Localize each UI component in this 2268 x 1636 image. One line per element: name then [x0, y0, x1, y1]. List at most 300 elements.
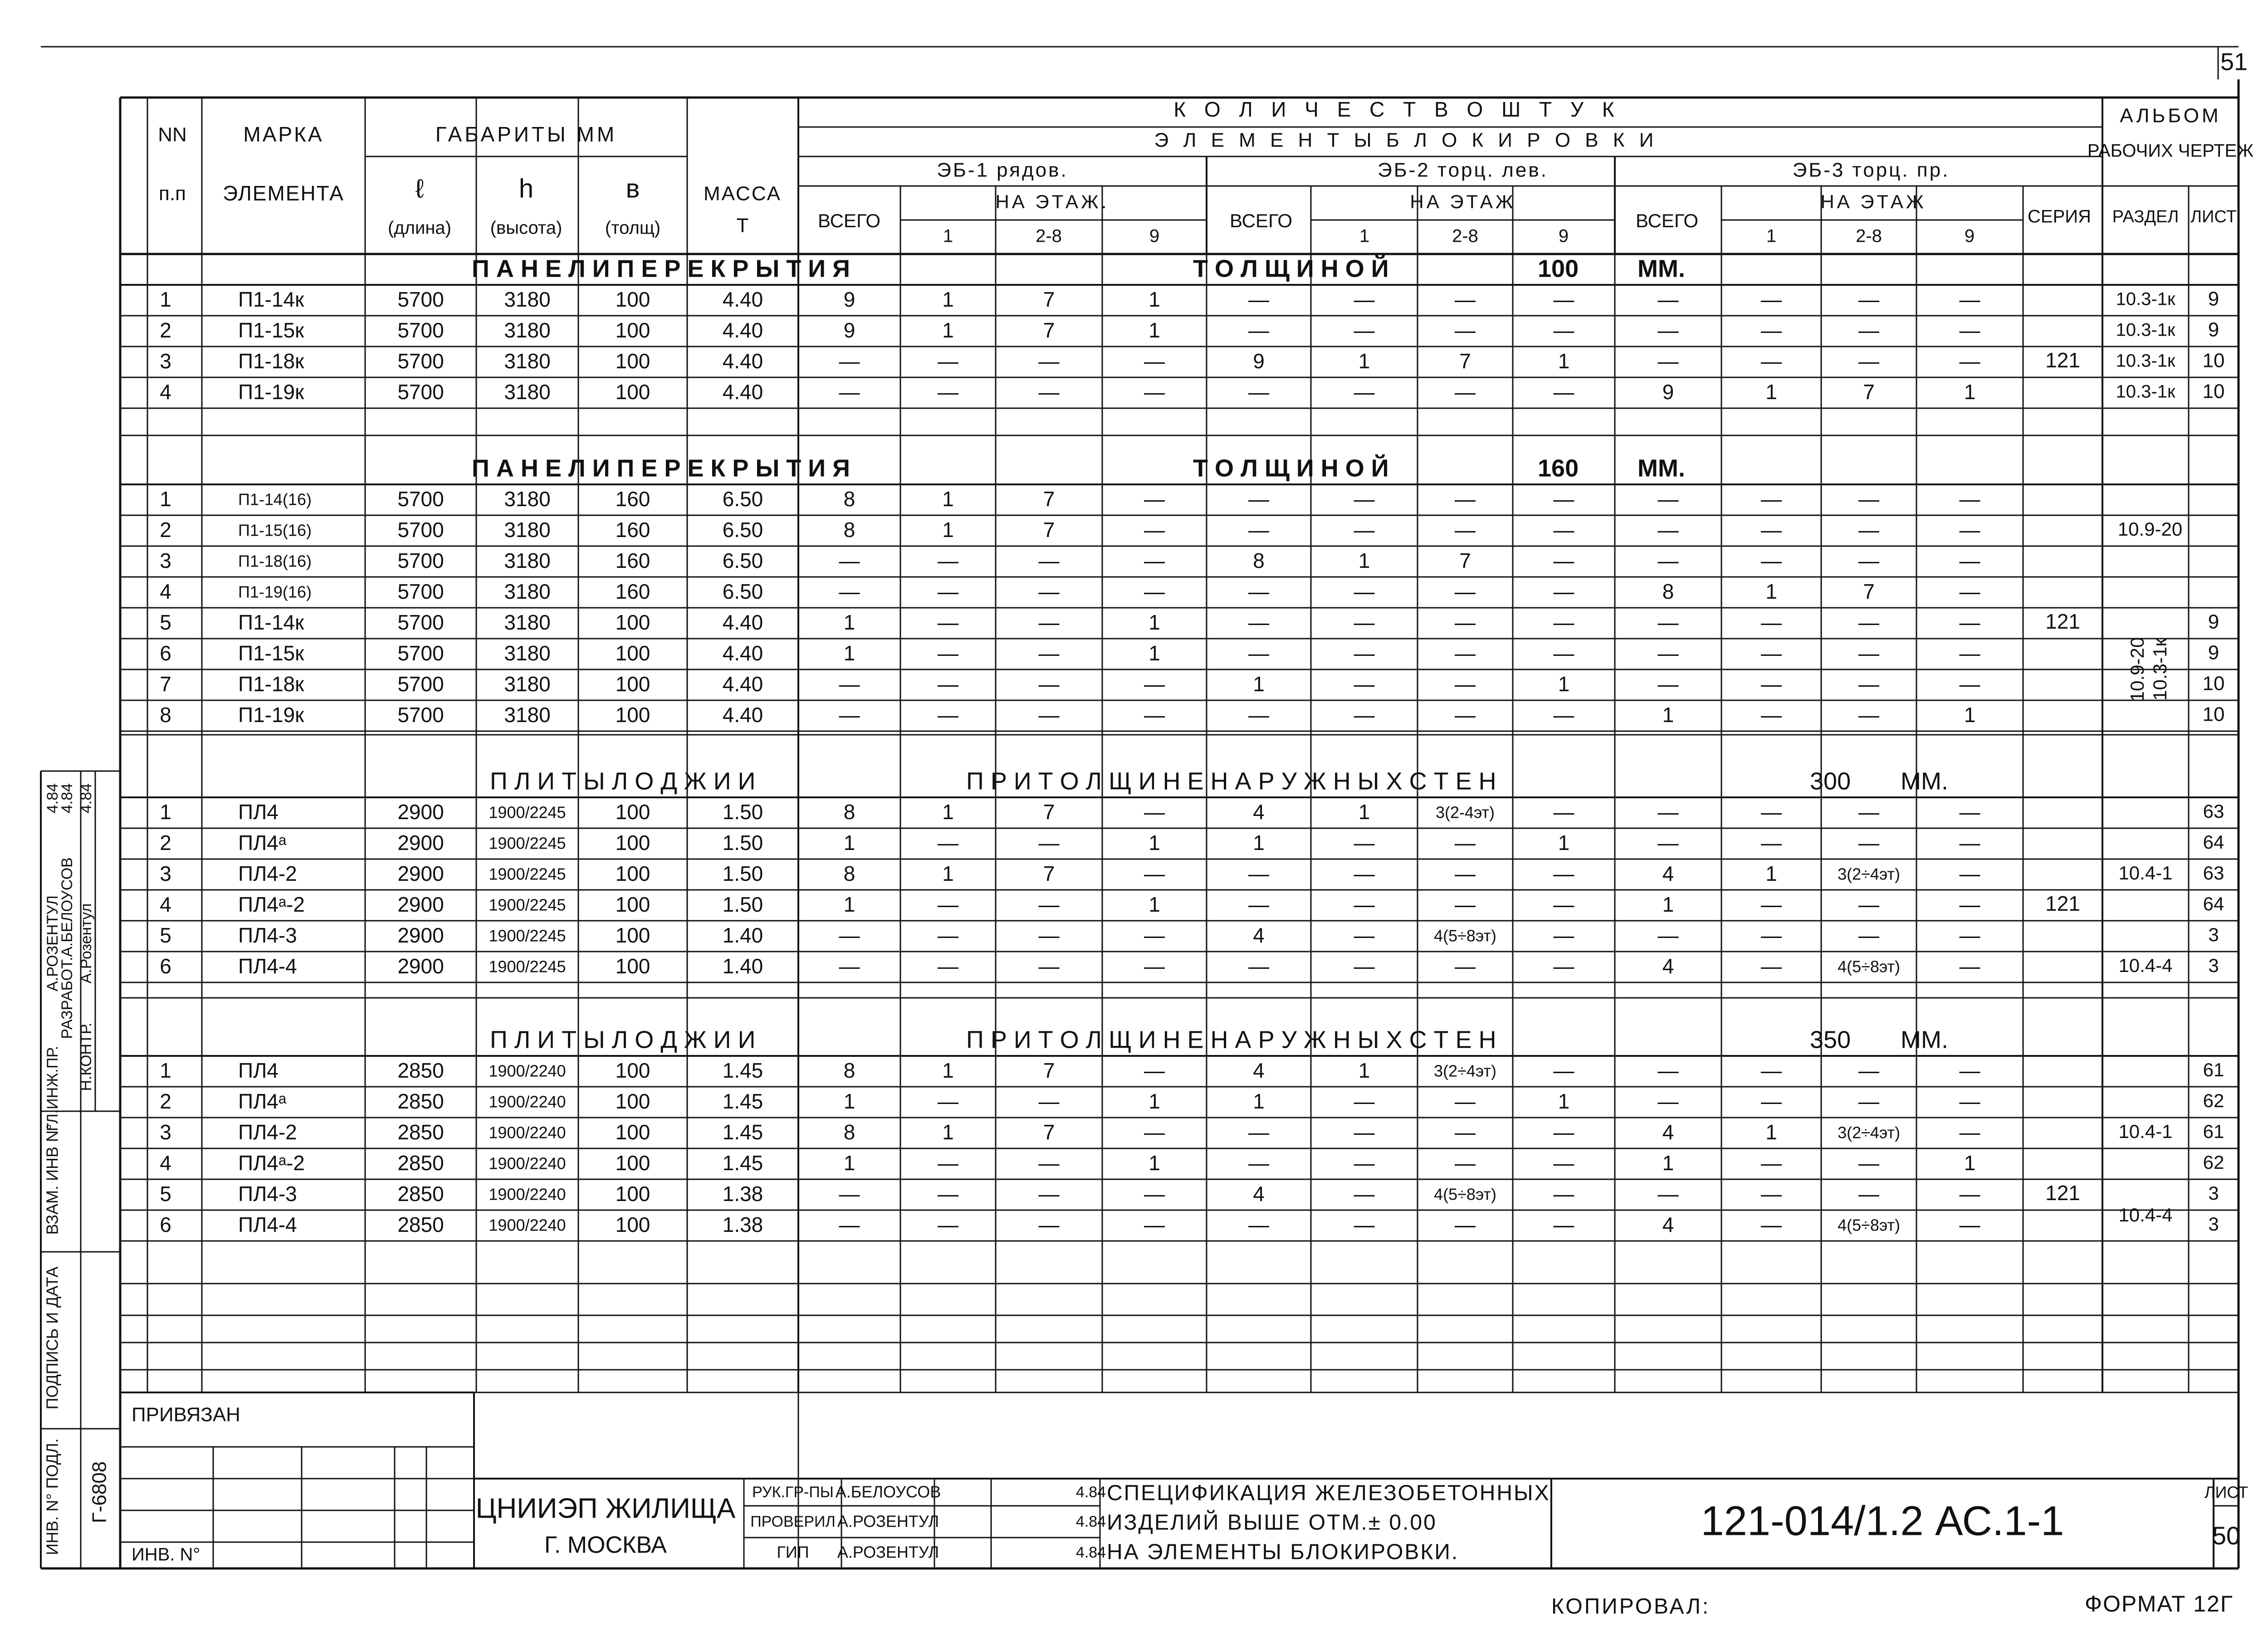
- title-date: 4.84: [1075, 1513, 1106, 1530]
- table-cell: 1.50: [722, 800, 763, 824]
- table-cell: —: [1959, 549, 1980, 573]
- table-cell: —: [1144, 487, 1165, 511]
- stamp-name: А.Розентул: [77, 903, 95, 984]
- element-mark: П1-18к: [238, 349, 304, 373]
- stamp-developed: РАЗРАБОТ.: [58, 957, 76, 1039]
- table-cell: —: [839, 923, 860, 947]
- table-cell: 4(5÷8эт): [1838, 957, 1900, 976]
- table-cell: 5700: [397, 641, 444, 665]
- header-mass: МАССА: [704, 182, 782, 205]
- table-cell: 4(5÷8эт): [1434, 1185, 1496, 1204]
- table-cell: 5700: [397, 672, 444, 696]
- table-cell: 1900/2240: [489, 1216, 566, 1235]
- table-cell: 8: [843, 1059, 855, 1083]
- table-cell: —: [1959, 954, 1980, 978]
- table-cell: 6: [160, 641, 171, 665]
- table-cell: —: [1657, 318, 1679, 342]
- title-description: ИЗДЕЛИЙ ВЫШЕ ОТМ.± 0.00: [1107, 1510, 1437, 1535]
- table-cell: —: [1959, 580, 1980, 604]
- table-cell: —: [1038, 549, 1060, 573]
- table-cell: —: [1248, 862, 1269, 886]
- table-cell: 1: [1662, 703, 1674, 727]
- album-sheet: 62: [2203, 1152, 2224, 1173]
- table-cell: —: [1858, 288, 1879, 312]
- header-section: РАЗДЕЛ: [2112, 207, 2179, 227]
- table-cell: 7: [1459, 549, 1471, 573]
- table-cell: —: [938, 380, 958, 404]
- title-person: А.РОЗЕНТУЛ: [837, 1543, 939, 1562]
- element-mark: ПЛ4-2: [238, 862, 297, 886]
- table-cell: —: [1144, 954, 1165, 978]
- album-section: 10.4-4: [2118, 955, 2173, 977]
- table-cell: —: [1959, 923, 1980, 947]
- album-section: 10.3-1к: [2116, 351, 2175, 371]
- table-cell: 9: [843, 288, 855, 312]
- table-cell: —: [1553, 1120, 1574, 1144]
- table-cell: —: [1455, 1089, 1476, 1113]
- table-cell: —: [1858, 487, 1879, 511]
- table-cell: 1: [1149, 610, 1160, 635]
- table-cell: —: [1354, 288, 1375, 312]
- table-cell: 2: [160, 1089, 171, 1113]
- table-cell: 100: [615, 954, 650, 978]
- table-cell: 100: [615, 1151, 650, 1175]
- title-date: 4.84: [1075, 1543, 1106, 1561]
- element-mark: ПЛ4-3: [238, 923, 297, 947]
- section-thickness: 100: [1538, 255, 1579, 283]
- title-date: 4.84: [1075, 1483, 1106, 1501]
- album-series: 121: [2045, 610, 2080, 634]
- header-dim-b-sub: (толщ): [605, 218, 661, 238]
- table-cell: —: [1553, 549, 1574, 573]
- table-cell: 4.40: [722, 672, 763, 696]
- table-cell: —: [1248, 288, 1269, 312]
- table-cell: —: [1657, 549, 1679, 573]
- section-thickness: 160: [1538, 454, 1579, 482]
- table-cell: —: [938, 549, 958, 573]
- table-cell: —: [1657, 1059, 1679, 1083]
- organization-name: ЦНИИЭП ЖИЛИЩА: [475, 1493, 736, 1524]
- table-cell: 1900/2240: [489, 1154, 566, 1173]
- table-cell: 3(2÷4эт): [1838, 1123, 1900, 1142]
- table-cell: 3180: [504, 580, 551, 604]
- element-mark: ПЛ4-4: [238, 954, 297, 978]
- table-cell: —: [1144, 862, 1165, 886]
- table-cell: —: [1038, 1089, 1060, 1113]
- table-cell: —: [1657, 800, 1679, 824]
- table-cell: 8: [843, 800, 855, 824]
- stamp-name: А.БЕЛОУСОВ: [58, 857, 76, 957]
- table-cell: —: [938, 893, 958, 917]
- table-cell: —: [1144, 549, 1165, 573]
- element-mark: ПЛ4: [238, 800, 279, 824]
- table-cell: —: [938, 1151, 958, 1175]
- table-cell: —: [1858, 349, 1879, 373]
- table-cell: 1.40: [722, 923, 763, 947]
- table-cell: 6: [160, 1213, 171, 1237]
- table-cell: 6.50: [722, 487, 763, 511]
- table-cell: —: [1761, 349, 1782, 373]
- table-cell: 2850: [397, 1089, 444, 1113]
- table-cell: 1: [1358, 800, 1370, 824]
- table-cell: 4.40: [722, 288, 763, 312]
- table-cell: 1: [1253, 1089, 1265, 1113]
- table-cell: 4: [1253, 1182, 1265, 1206]
- table-cell: 5700: [397, 549, 444, 573]
- album-section: 10.9-20: [2126, 637, 2148, 702]
- table-cell: 1: [1964, 1151, 1976, 1175]
- table-cell: —: [1144, 1213, 1165, 1237]
- table-cell: —: [1248, 893, 1269, 917]
- table-cell: —: [1553, 1151, 1574, 1175]
- table-cell: 4.40: [722, 318, 763, 342]
- table-cell: 4: [1253, 923, 1265, 947]
- table-cell: —: [1761, 318, 1782, 342]
- table-cell: 3180: [504, 349, 551, 373]
- table-cell: 6.50: [722, 518, 763, 542]
- album-sheet: 63: [2203, 862, 2224, 884]
- table-cell: 8: [843, 518, 855, 542]
- table-cell: —: [1354, 703, 1375, 727]
- table-cell: 5700: [397, 518, 444, 542]
- table-cell: —: [1038, 893, 1060, 917]
- table-cell: —: [1354, 380, 1375, 404]
- table-cell: 1900/2240: [489, 1061, 566, 1080]
- table-cell: —: [1248, 1213, 1269, 1237]
- header-total-3: ВСЕГО: [1635, 210, 1699, 232]
- table-cell: —: [1553, 518, 1574, 542]
- header-sheet: ЛИСТ: [2190, 207, 2237, 227]
- table-cell: —: [1144, 1120, 1165, 1144]
- table-cell: —: [1038, 610, 1060, 635]
- table-cell: 1: [1149, 641, 1160, 665]
- table-cell: 1.38: [722, 1213, 763, 1237]
- document-code: 121-014/1.2 АС.1-1: [1701, 1498, 2064, 1544]
- table-cell: 2: [160, 318, 171, 342]
- table-cell: 9: [1662, 380, 1674, 404]
- table-cell: —: [1761, 641, 1782, 665]
- table-cell: —: [1455, 703, 1476, 727]
- table-cell: —: [1144, 518, 1165, 542]
- table-cell: 1: [843, 893, 855, 917]
- footer-copied: КОПИРОВАЛ:: [1551, 1594, 1711, 1619]
- element-mark: ПЛ4ᵃ-2: [238, 893, 305, 917]
- table-cell: —: [1354, 831, 1375, 855]
- table-cell: 1900/2245: [489, 895, 566, 914]
- album-section: 10.4-1: [2118, 1121, 2173, 1143]
- element-mark: П1-14к: [238, 288, 304, 312]
- table-cell: 4(5÷8эт): [1838, 1216, 1900, 1235]
- album-sheet: 3: [2208, 1213, 2219, 1235]
- header-group-eb3: ЭБ-3 торц. пр.: [1792, 159, 1950, 181]
- table-cell: 3(2÷4эт): [1838, 864, 1900, 884]
- table-cell: —: [1959, 641, 1980, 665]
- table-cell: —: [1248, 580, 1269, 604]
- header-dimensions: ГАБАРИТЫ ММ: [435, 122, 617, 147]
- table-cell: —: [1354, 1182, 1375, 1206]
- table-cell: 1.50: [722, 831, 763, 855]
- table-cell: 1.40: [722, 954, 763, 978]
- table-cell: 8: [1662, 580, 1674, 604]
- table-cell: 7: [1043, 518, 1055, 542]
- table-cell: 2850: [397, 1213, 444, 1237]
- table-cell: —: [1858, 703, 1879, 727]
- table-cell: 1: [942, 518, 954, 542]
- table-cell: —: [938, 703, 958, 727]
- table-cell: —: [1553, 954, 1574, 978]
- table-cell: —: [1959, 487, 1980, 511]
- table-cell: 4: [1662, 954, 1674, 978]
- section-subtitle: Т О Л Щ И Н О Й: [1193, 454, 1389, 482]
- stamp-signature-date: ПОДПИСЬ И ДАТА: [43, 1266, 62, 1410]
- album-sheet: 61: [2203, 1121, 2224, 1143]
- table-cell: —: [938, 610, 958, 635]
- table-cell: 7: [1043, 1059, 1055, 1083]
- title-role: РУК.ГР-ПЫ: [752, 1483, 834, 1501]
- table-cell: 7: [1043, 1120, 1055, 1144]
- table-cell: —: [1761, 1182, 1782, 1206]
- table-cell: 1.45: [722, 1120, 763, 1144]
- table-cell: —: [1657, 1089, 1679, 1113]
- stamp-inventory-number: Г-6808: [88, 1461, 111, 1524]
- table-cell: —: [1657, 641, 1679, 665]
- table-cell: —: [1455, 580, 1476, 604]
- table-cell: 6.50: [722, 549, 763, 573]
- table-cell: 2900: [397, 923, 444, 947]
- table-cell: 5: [160, 1182, 171, 1206]
- table-cell: —: [1761, 923, 1782, 947]
- table-cell: 1: [1558, 672, 1570, 696]
- table-cell: —: [1761, 800, 1782, 824]
- table-cell: 2850: [397, 1120, 444, 1144]
- table-cell: 5: [160, 610, 171, 635]
- header-floor: 2-8: [1036, 226, 1062, 246]
- table-cell: —: [1959, 893, 1980, 917]
- table-cell: —: [1761, 288, 1782, 312]
- table-cell: —: [938, 349, 958, 373]
- table-cell: —: [1038, 703, 1060, 727]
- header-per-floor-3: НА ЭТАЖ: [1820, 191, 1926, 213]
- header-per-floor-2: НА ЭТАЖ: [1410, 191, 1516, 213]
- album-sheet: 62: [2203, 1090, 2224, 1112]
- stamp-chief-engineer: ГЛ.ИНЖ.ПР.: [44, 1045, 61, 1132]
- table-cell: 8: [160, 703, 171, 727]
- table-cell: 1: [1558, 1089, 1570, 1113]
- header-per-floor-1: НА ЭТАЖ.: [995, 191, 1110, 213]
- element-mark: П1-15к: [238, 318, 304, 342]
- table-cell: —: [1761, 518, 1782, 542]
- table-cell: —: [1354, 518, 1375, 542]
- table-cell: 100: [615, 1059, 650, 1083]
- table-cell: —: [1761, 831, 1782, 855]
- header-group-eb2: ЭБ-2 торц. лев.: [1378, 159, 1548, 181]
- table-cell: 1900/2245: [489, 957, 566, 976]
- album-sheet: 10: [2202, 380, 2225, 403]
- table-cell: 100: [615, 318, 650, 342]
- table-cell: 4.40: [722, 703, 763, 727]
- table-cell: 100: [615, 610, 650, 635]
- table-cell: —: [1038, 349, 1060, 373]
- table-cell: —: [1657, 349, 1679, 373]
- album-sheet: 64: [2203, 831, 2224, 853]
- album-sheet: 9: [2208, 610, 2219, 633]
- title-description: НА ЭЛЕМЕНТЫ БЛОКИРОВКИ.: [1107, 1540, 1459, 1564]
- table-cell: 2850: [397, 1182, 444, 1206]
- table-cell: —: [1657, 487, 1679, 511]
- table-cell: —: [839, 349, 860, 373]
- table-cell: 5700: [397, 380, 444, 404]
- table-cell: 7: [1043, 800, 1055, 824]
- header-dim-h: h: [518, 174, 534, 204]
- header-total-2: ВСЕГО: [1229, 210, 1293, 232]
- table-cell: —: [1455, 518, 1476, 542]
- table-cell: —: [1248, 380, 1269, 404]
- table-cell: 5: [160, 923, 171, 947]
- table-cell: —: [1553, 1059, 1574, 1083]
- stamp-name: А.РОЗЕНТУЛ: [44, 895, 61, 991]
- table-cell: —: [1455, 1151, 1476, 1175]
- table-cell: 1: [1149, 288, 1160, 312]
- table-cell: —: [1354, 1120, 1375, 1144]
- table-cell: 4.40: [722, 349, 763, 373]
- table-cell: 6: [160, 954, 171, 978]
- table-cell: 1: [843, 610, 855, 635]
- table-cell: 8: [1253, 549, 1265, 573]
- table-cell: 5700: [397, 580, 444, 604]
- table-cell: 7: [1043, 487, 1055, 511]
- table-cell: —: [938, 831, 958, 855]
- table-cell: —: [839, 1182, 860, 1206]
- stamp-norm-control: Н.КОНТР.: [77, 1022, 95, 1091]
- table-cell: —: [1144, 1059, 1165, 1083]
- table-cell: —: [1858, 641, 1879, 665]
- table-cell: 7: [1043, 318, 1055, 342]
- table-cell: 1900/2245: [489, 834, 566, 853]
- album-sheet: 3: [2208, 1182, 2219, 1204]
- table-cell: —: [938, 1182, 958, 1206]
- table-cell: —: [938, 954, 958, 978]
- table-cell: 3180: [504, 518, 551, 542]
- album-sheet: 10: [2202, 703, 2225, 726]
- table-cell: —: [1657, 1182, 1679, 1206]
- table-cell: —: [1354, 1151, 1375, 1175]
- table-cell: —: [1354, 1089, 1375, 1113]
- table-cell: 1: [843, 1151, 855, 1175]
- table-cell: —: [1144, 672, 1165, 696]
- stamp-date: 4.84: [44, 783, 61, 814]
- table-cell: 9: [1253, 349, 1265, 373]
- table-cell: —: [839, 672, 860, 696]
- header-floor: 1: [1766, 226, 1777, 246]
- table-cell: 1: [942, 800, 954, 824]
- header-group-eb1: ЭБ-1 рядов.: [937, 159, 1068, 181]
- table-cell: —: [1761, 893, 1782, 917]
- table-cell: —: [1858, 518, 1879, 542]
- table-cell: —: [1144, 580, 1165, 604]
- table-cell: 7: [1459, 349, 1471, 373]
- table-cell: —: [1959, 318, 1980, 342]
- table-cell: —: [1455, 672, 1476, 696]
- table-cell: —: [839, 703, 860, 727]
- table-cell: 4: [160, 380, 171, 404]
- table-cell: 3180: [504, 288, 551, 312]
- table-cell: 4: [160, 893, 171, 917]
- section-subtitle: П Р И Т О Л Щ И Н Е Н А Р У Ж Н Ы Х С Т Е Н: [966, 767, 1496, 795]
- table-cell: —: [1657, 923, 1679, 947]
- table-cell: 1: [942, 318, 954, 342]
- element-mark: ПЛ4ᵃ: [238, 1089, 286, 1113]
- table-cell: —: [1455, 1120, 1476, 1144]
- table-cell: —: [1354, 893, 1375, 917]
- table-cell: —: [1858, 923, 1879, 947]
- table-cell: 1: [160, 487, 171, 511]
- table-cell: 1: [1765, 862, 1777, 886]
- table-cell: 1: [1662, 893, 1674, 917]
- table-cell: 8: [843, 487, 855, 511]
- table-cell: 100: [615, 800, 650, 824]
- header-floor: 2-8: [1452, 226, 1478, 246]
- table-cell: 100: [615, 1213, 650, 1237]
- table-cell: —: [1144, 349, 1165, 373]
- album-section: 10.3-1к: [2116, 381, 2175, 402]
- table-cell: 160: [615, 487, 650, 511]
- table-cell: —: [1144, 800, 1165, 824]
- table-cell: 1: [1253, 831, 1265, 855]
- table-cell: —: [1455, 487, 1476, 511]
- table-cell: 160: [615, 549, 650, 573]
- table-cell: —: [1354, 862, 1375, 886]
- table-cell: —: [1354, 580, 1375, 604]
- album-series: 121: [2045, 892, 2080, 916]
- table-cell: —: [1455, 641, 1476, 665]
- table-cell: —: [1553, 1182, 1574, 1206]
- stamp-inv-podl: ИНВ. N° ПОДЛ.: [43, 1438, 62, 1555]
- table-cell: —: [1248, 954, 1269, 978]
- table-cell: —: [938, 641, 958, 665]
- element-mark: ПЛ4ᵃ: [238, 831, 286, 855]
- table-cell: 4: [1662, 1213, 1674, 1237]
- header-floor: 1: [943, 226, 953, 246]
- table-cell: 100: [615, 1089, 650, 1113]
- table-cell: 3180: [504, 549, 551, 573]
- table-cell: —: [938, 923, 958, 947]
- table-cell: —: [1248, 487, 1269, 511]
- table-cell: 1.45: [722, 1089, 763, 1113]
- table-cell: 100: [615, 380, 650, 404]
- table-cell: 100: [615, 862, 650, 886]
- table-cell: —: [1455, 1213, 1476, 1237]
- table-cell: 1: [1149, 893, 1160, 917]
- header-floor: 9: [1964, 226, 1975, 246]
- table-cell: —: [1858, 831, 1879, 855]
- table-cell: —: [1553, 923, 1574, 947]
- table-cell: —: [1959, 672, 1980, 696]
- table-cell: —: [1858, 1151, 1879, 1175]
- table-cell: —: [1553, 703, 1574, 727]
- table-cell: —: [839, 580, 860, 604]
- table-cell: —: [1959, 1213, 1980, 1237]
- table-cell: 1: [942, 288, 954, 312]
- table-cell: —: [1455, 893, 1476, 917]
- table-cell: —: [1553, 487, 1574, 511]
- table-cell: —: [839, 954, 860, 978]
- table-cell: —: [1354, 672, 1375, 696]
- table-cell: —: [938, 580, 958, 604]
- table-cell: —: [1761, 487, 1782, 511]
- table-cell: —: [1761, 1089, 1782, 1113]
- table-cell: —: [1959, 288, 1980, 312]
- table-cell: —: [1959, 1182, 1980, 1206]
